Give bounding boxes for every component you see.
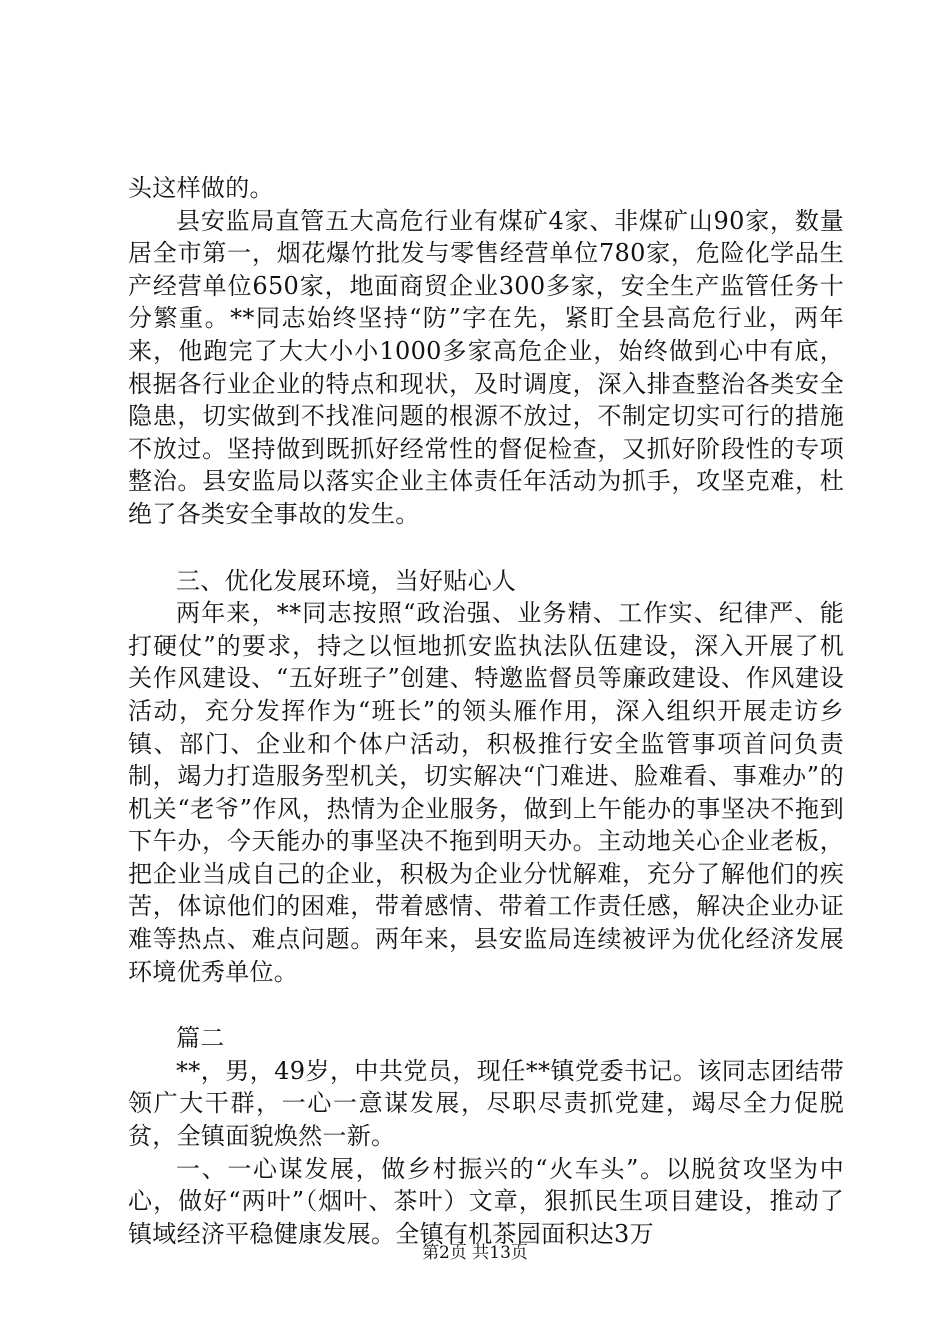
document-body bbox=[128, 172, 844, 1250]
section-heading-three: 三、优化发展环境，当好贴心人 bbox=[176, 566, 517, 595]
paragraph-development: 一、一心谋发展，做乡村振兴的“火车头”。以脱贫攻坚为中心，做好“两叶”（烟叶、茶叶）文章，狠抓民生项目建设，推动了镇域经济平稳健康发展。全镇有机茶园面积达3万 bbox=[128, 1154, 844, 1248]
paragraph-environment: 两年来，**同志按照“政治强、业务精、工作实、纪律严、能打硬仗”的要求，持之以恒地抓安监执法队伍建设，深入开展了机关作风建设、“五好班子”创建、特邀监督员等廉政建设、作风建设活动，充分发挥作为“班长”的领头雁作用，深入组织开展走访乡镇、部门、企业和个体户活动，积极推行安全监管事项首问负责制，竭力打造服务型机关，切实解决“门难进、脸难看、事难办”的机关“老爷”作风，热情为企业服务，做到上午能办的事坚决不拖到下午办，今天能办的事坚决不拖到明天办。主动地关心企业老板，把企业当成自己的企业，积极为企业分忧解难，充分了解他们的疾苦，体谅他们的困难，带着感情、带着工作责任感，解决企业办证难等热点、难点问题。两年来，县安监局连续被评为优化经济发展环境优秀单位。 bbox=[128, 599, 844, 986]
paragraph-safety-supervision: 县安监局直管五大高危行业有煤矿4家、非煤矿山90家，数量居全市第一，烟花爆竹批发与零售经营单位780家，危险化学品生产经营单位650家，地面商贸企业300多家，安全生产监管任务十分繁重。**同志始终坚持“防”字在先，紧盯全县高危行业，两年来，他跑完了大大小小1000多家高危企业，始终做到心中有底，根据各行业企业的特点和现状，及时调度，深入排查整治各类安全隐患，切实做到不找准问题的根源不放过，不制定切实可行的措施不放过。坚持做到既抓好经常性的督促检查，又抓好阶段性的专项整治。县安监局以落实企业主体责任年活动为抓手，攻坚克难，杜绝了各类安全事故的发生。 bbox=[128, 206, 844, 528]
page-footer: 第2页 共13页 bbox=[422, 1243, 528, 1263]
section-heading-part-two: 篇二 bbox=[176, 1024, 225, 1053]
paragraph-continuation: 头这样做的。 bbox=[128, 174, 274, 202]
paragraph-profile: **，男，49岁，中共党员，现任**镇党委书记。该同志团结带领广大干群，一心一意谋发展，尽职尽责抓党建，竭尽全力促脱贫，全镇面貌焕然一新。 bbox=[128, 1056, 844, 1151]
